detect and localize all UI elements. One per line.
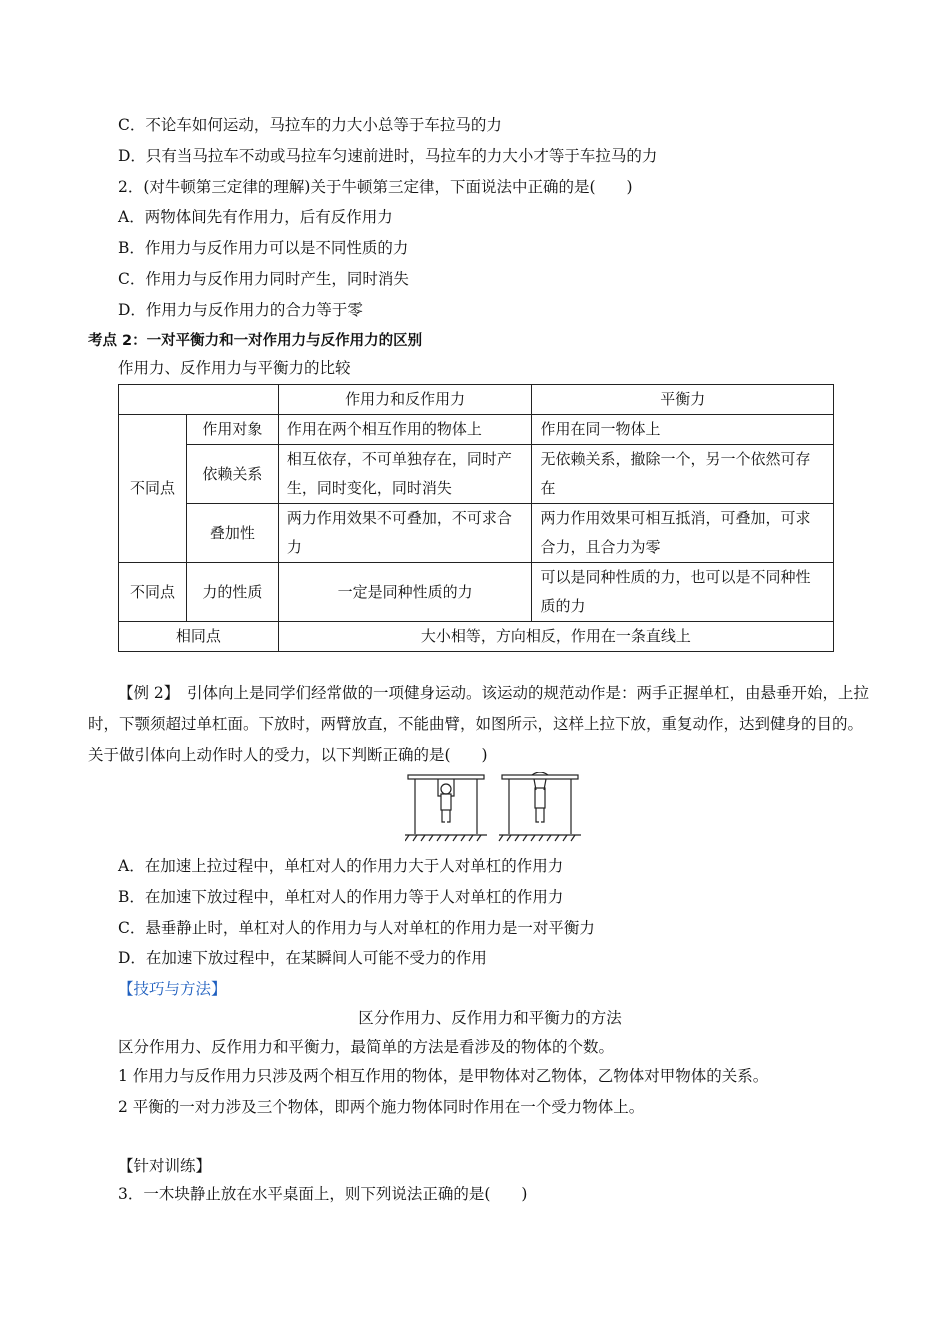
method-title: 区分作用力、反作用力和平衡力的方法 (358, 1009, 622, 1027)
table-row (119, 415, 834, 445)
table-row (119, 563, 834, 622)
q2-option-d: D．作用力与反作用力的合力等于零 (118, 301, 363, 319)
table-row (119, 504, 834, 563)
table-header-row (119, 385, 834, 415)
q2-stem: 2．(对牛顿第三定律的理解)关于牛顿第三定律，下面说法中正确的是( ) (118, 178, 633, 196)
row-cell-a: 相互依存，不可单独存在，同时产生，同时变化，同时消失 (278, 445, 532, 504)
example2-option-a: A．在加速上拉过程中，单杠对人的作用力大于人对单杠的作用力 (118, 857, 564, 875)
header-empty-cell (119, 385, 279, 415)
row-cell-b: 可以是同种性质的力，也可以是不同种性质的力 (532, 563, 834, 622)
row-label: 力的性质 (186, 563, 278, 622)
q3-stem: 3．一木块静止放在水平桌面上，则下列说法正确的是( ) (118, 1185, 528, 1203)
header-action-reaction: 作用力和反作用力 (278, 385, 532, 415)
q2-option-b: B．作用力与反作用力可以是不同性质的力 (118, 239, 409, 257)
q1-option-c: C．不论车如何运动，马拉车的力大小总等于车拉马的力 (118, 116, 502, 134)
row-label: 叠加性 (186, 504, 278, 563)
table-row (119, 622, 834, 652)
example2-option-b: B．在加速下放过程中，单杠对人的作用力等于人对单杠的作用力 (118, 888, 564, 906)
table-row (119, 445, 834, 504)
same-text: 大小相等，方向相反，作用在一条直线上 (278, 622, 833, 652)
topic2-heading: 考点 2：一对平衡力和一对作用力与反作用力的区别 (88, 333, 423, 349)
pull-up-left-bar (405, 775, 487, 841)
row-cell-a: 一定是同种性质的力 (278, 563, 532, 622)
row-cell-b: 两力作用效果可相互抵消，可叠加，可求合力，且合力为零 (532, 504, 834, 563)
q1-option-d: D．只有当马拉车不动或马拉车匀速前进时，马拉车的力大小才等于车拉马的力 (118, 147, 658, 165)
method-point-2: 2 平衡的一对力涉及三个物体，即两个施力物体同时作用在一个受力物体上。 (118, 1098, 645, 1116)
diff-label: 不同点 (119, 563, 187, 622)
practice-heading: 【针对训练】 (118, 1157, 212, 1175)
example2-option-c: C．悬垂静止时，单杠对人的作用力与人对单杠的作用力是一对平衡力 (118, 919, 595, 937)
example2-text: 【例 2】 引体向上是同学们经常做的一项健身运动。该运动的规范动作是：两手正握单杠，由悬垂开始，上拉时，下颚须超过单杠面。下放时，两臂放直，不能曲臂，如图所示，这样上拉下放，重复动作，达到健身的目的。关于做引体向上动作时人的受力，以下判断正确的是( ) (88, 684, 870, 764)
table-caption: 作用力、反作用力与平衡力的比较 (118, 359, 351, 377)
pull-up-raised-person (438, 779, 454, 822)
method-intro: 区分作用力、反作用力和平衡力，最简单的方法是看涉及的物体的个数。 (118, 1038, 615, 1056)
row-cell-b: 作用在同一物体上 (532, 415, 834, 445)
row-label: 作用对象 (186, 415, 278, 445)
diff-label: 不同点 (119, 415, 187, 563)
method-point-1: 1 作用力与反作用力只涉及两个相互作用的物体，是甲物体对乙物体，乙物体对甲物体的关系。 (118, 1067, 769, 1085)
header-balanced-force: 平衡力 (532, 385, 834, 415)
q2-option-a: A．两物体间先有作用力，后有反作用力 (118, 208, 393, 226)
method-heading: 【技巧与方法】 (118, 980, 227, 998)
row-label: 依赖关系 (186, 445, 278, 504)
row-cell-b: 无依赖关系，撤除一个，另一个依然可存在 (532, 445, 834, 504)
same-label: 相同点 (119, 622, 279, 652)
comparison-table (118, 384, 834, 652)
example2-option-d: D．在加速下放过程中，在某瞬间人可能不受力的作用 (118, 949, 487, 967)
pull-up-figure (405, 772, 585, 844)
row-cell-a: 作用在两个相互作用的物体上 (278, 415, 532, 445)
row-cell-a: 两力作用效果不可叠加，不可求合力 (278, 504, 532, 563)
q2-option-c: C．作用力与反作用力同时产生，同时消失 (118, 270, 409, 288)
